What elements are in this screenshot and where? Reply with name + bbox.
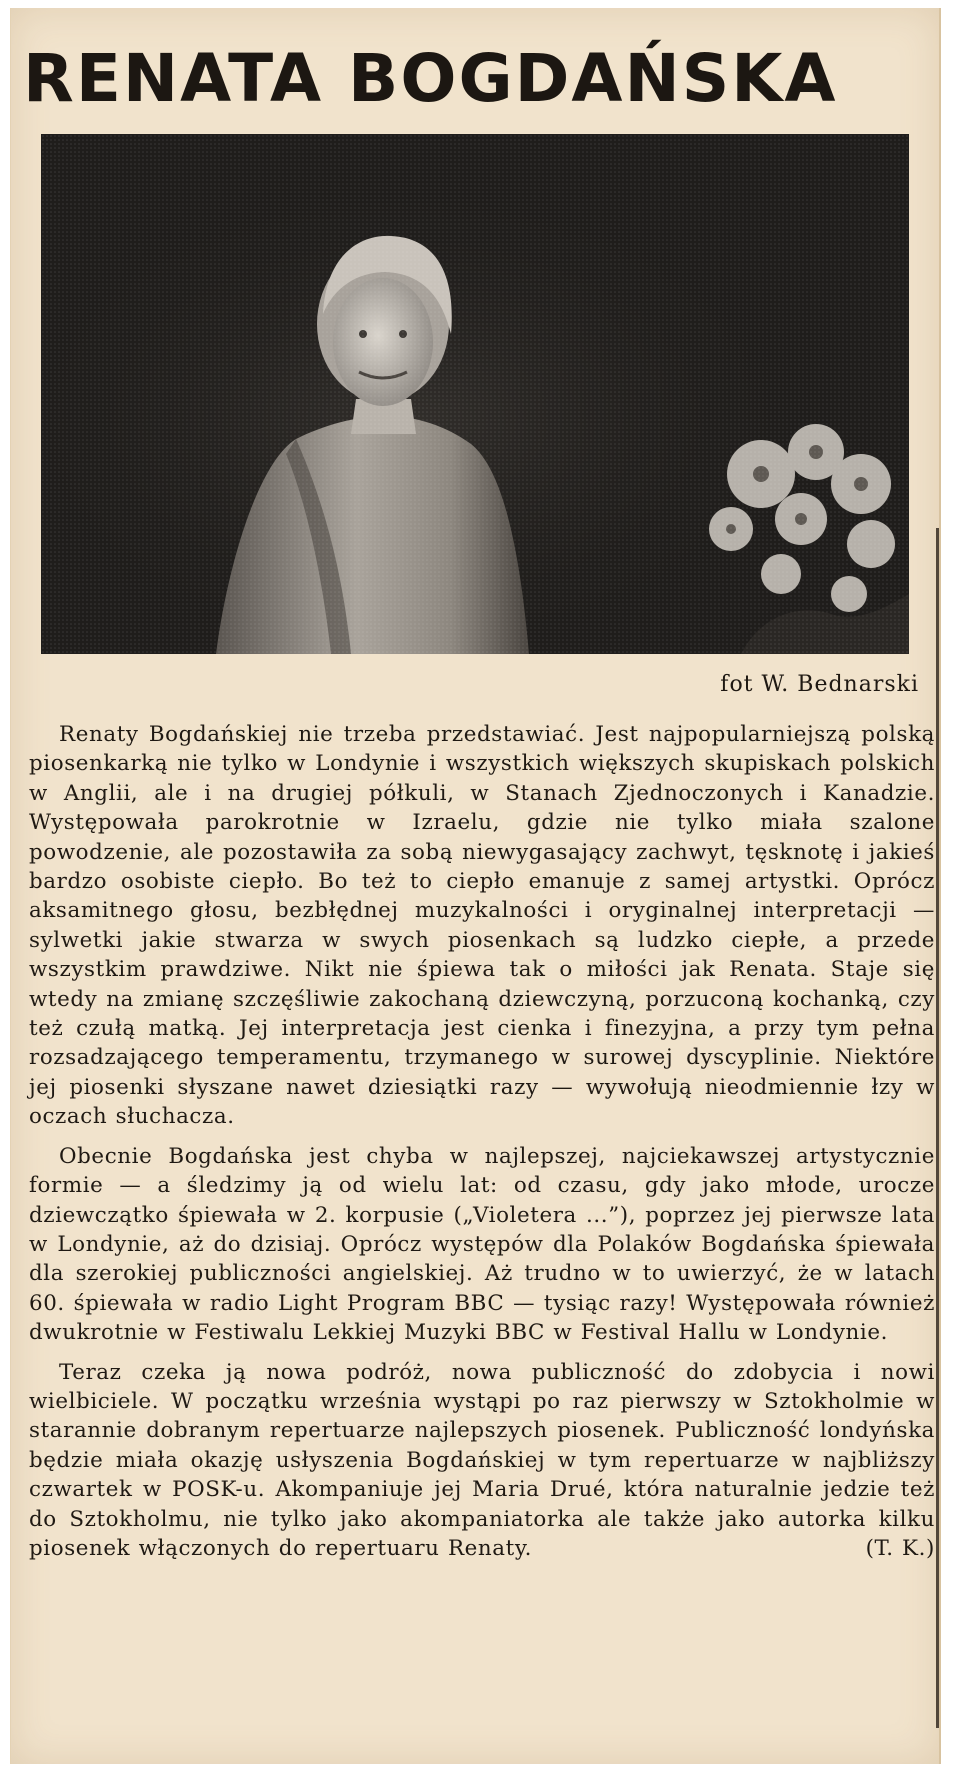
headline: RENATA BOGDAŃSKA (23, 40, 838, 117)
photo-credit: fot W. Bednarski (720, 672, 919, 697)
article-paragraph (29, 1358, 935, 1564)
article-paragraph: Obecnie Bogdańska jest chyba w najlepszej, najciekawszej artystycznie formie — a śledzimy ją od wielu lat: od czasu, gdy jako młode, urocze dziewczątko śpiewała w 2. korpusie („Violetera ...”), poprzez jej pierwsze lata w Londynie, aż do dzisiaj. Oprócz występów dla Polaków Bogdańska śpiewała dla szerokiej publiczności angielskiej. Aż trudno w to uwierzyć, że w latach 60. śpiewała w radio Light Program BBC — tysiąc razy! Występowała również dwukrotnie w Festiwalu Lekkiej Muzyki BBC w Festival Hallu w Londynie. (29, 1143, 935, 1346)
newspaper-clipping (10, 8, 941, 1764)
article-paragraph: Renaty Bogdańskiej nie trzeba przedstawiać. Jest najpopularniejszą polską piosenkarką nie tylko w Londynie i wszystkich większych skupiskach polskich w Anglii, ale i na drugiej półkuli, w Stanach Zjednoczonych i Kanadzie. Występowała parokrotnie w Izraelu, gdzie nie tylko miała szalone powodzenie, ale pozostawiła za sobą niewygasający zachwyt, tęsknotę i jakieś bardzo osobiste ciepło. Bo też to ciepło emanuje z samej artystki. Oprócz aksamitnego głosu, bezbłędnej muzykalności i oryginalnej interpretacji — sylwetki jakie stwarza w swych piosenkach są ludzko ciepłe, a przede wszystkim prawdziwe. Nikt nie śpiewa tak o miłości jak Renata. Staje się wtedy na zmianę szczęśliwie zakochaną dziewczyną, porzuconą kochanką, czy też czułą matką. Jej interpretacja jest cienka i finezyjna, a przy tym pełna rozsadzającego temperamentu, trzymanego w surowej dyscyplinie. Niektóre jej piosenki słyszane nawet dziesiątki razy — wywołują nieodmiennie łzy w oczach słuchacza. (29, 722, 935, 1130)
author-signature: (T. K.) (865, 1535, 935, 1561)
singer-photo (41, 134, 909, 654)
paragraph-text: Teraz czeka ją nowa podróż, nowa publiczność do zdobycia i nowi wielbiciele. W początku września wystąpi po raz pierwszy w Sztokholmie w starannie dobranym repertuarze najlepszych piosenek. Publiczność londyńska będzie miała okazję usłyszenia Bogdańskiej w tym repertuarze w najbliższy czwartek w POSK-u. Akompaniuje jej Maria Drué, która naturalnie jedzie też do Sztokholmu, nie tylko jako akompaniatorka ale także jako autorka kilku piosenek włączonych do repertuaru Renaty. (29, 1359, 935, 1561)
article-body (29, 720, 935, 1573)
